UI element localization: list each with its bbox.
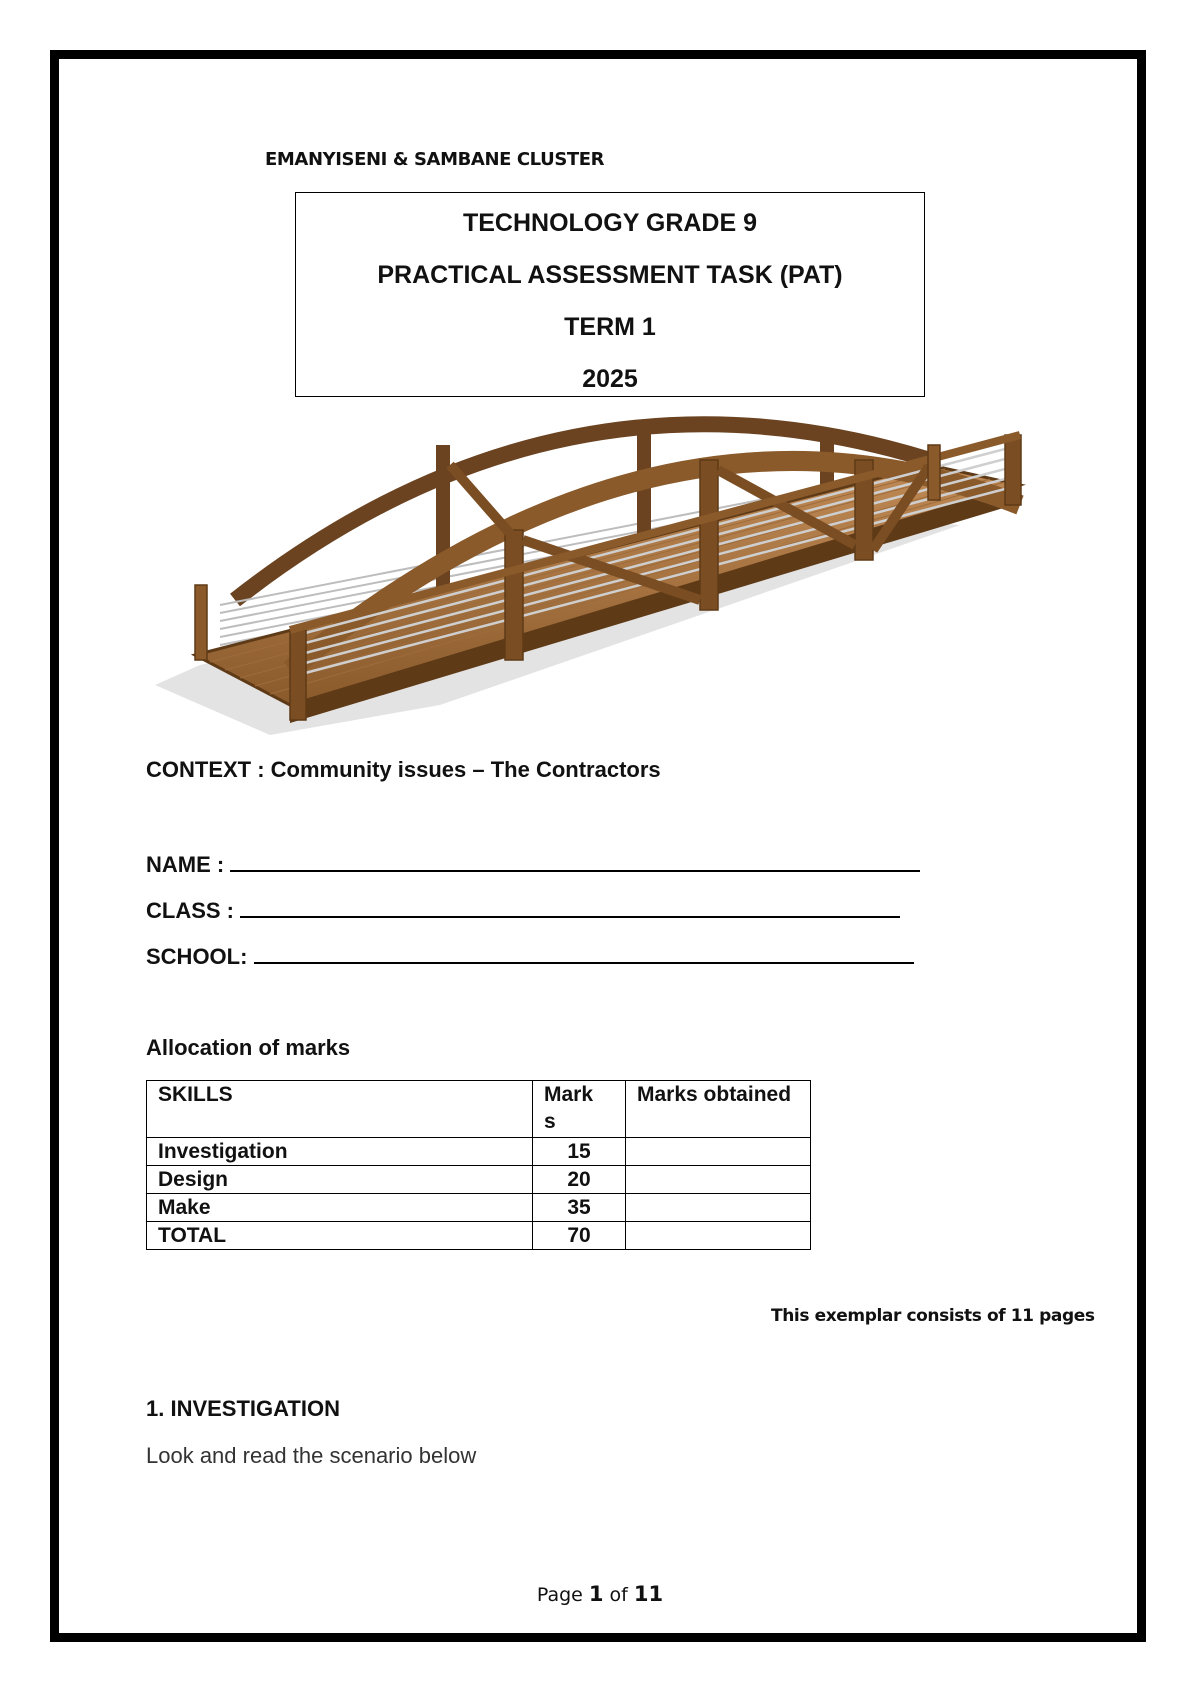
name-blank-line[interactable] <box>230 850 920 872</box>
skill-cell: Investigation <box>147 1138 533 1166</box>
marks-cell: 70 <box>533 1222 626 1250</box>
obtained-cell[interactable] <box>626 1166 811 1194</box>
obtained-cell[interactable] <box>626 1138 811 1166</box>
skill-cell: TOTAL <box>147 1222 533 1250</box>
table-header-row <box>147 1081 811 1138</box>
header-skills: SKILLS <box>147 1081 533 1138</box>
context-line: CONTEXT : Community issues – The Contractors <box>146 757 661 782</box>
table-row-total <box>147 1222 811 1250</box>
title-box <box>295 192 925 397</box>
header-marks: Mark s <box>533 1081 626 1138</box>
obtained-cell[interactable] <box>626 1194 811 1222</box>
header-marks-obtained: Marks obtained <box>626 1081 811 1138</box>
page-footer <box>0 1582 1200 1606</box>
title-task: PRACTICAL ASSESSMENT TASK (PAT) <box>377 261 843 289</box>
footer-page-number: 1 <box>588 1582 604 1606</box>
cluster-name: EMANYISENI & SAMBANE CLUSTER <box>265 149 605 170</box>
section-instruction: Look and read the scenario below <box>146 1443 477 1468</box>
table-row <box>147 1138 811 1166</box>
footer-of-word: of <box>603 1584 634 1606</box>
marks-cell: 15 <box>533 1138 626 1166</box>
skill-cell: Make <box>147 1194 533 1222</box>
wooden-arch-bridge-illustration <box>140 405 1030 735</box>
marks-cell: 35 <box>533 1194 626 1222</box>
school-label: SCHOOL: <box>146 944 254 969</box>
obtained-cell[interactable] <box>626 1222 811 1250</box>
table-row <box>147 1194 811 1222</box>
title-term: TERM 1 <box>564 313 656 341</box>
footer-total-pages: 11 <box>633 1582 664 1606</box>
section-heading: 1. INVESTIGATION <box>146 1396 340 1421</box>
skill-cell: Design <box>147 1166 533 1194</box>
marks-table <box>146 1080 811 1250</box>
table-row <box>147 1166 811 1194</box>
title-year: 2025 <box>582 365 638 393</box>
allocation-heading: Allocation of marks <box>146 1035 351 1060</box>
class-field[interactable] <box>146 896 900 924</box>
marks-cell: 20 <box>533 1166 626 1194</box>
school-blank-line[interactable] <box>254 942 914 964</box>
name-label: NAME : <box>146 852 231 877</box>
footer-page-word: Page <box>536 1584 589 1606</box>
exemplar-note: This exemplar consists of 11 pages <box>771 1306 1095 1326</box>
name-field[interactable] <box>146 850 920 878</box>
title-subject: TECHNOLOGY GRADE 9 <box>462 209 758 237</box>
school-field[interactable] <box>146 942 914 970</box>
class-blank-line[interactable] <box>240 896 900 918</box>
class-label: CLASS : <box>146 898 241 923</box>
